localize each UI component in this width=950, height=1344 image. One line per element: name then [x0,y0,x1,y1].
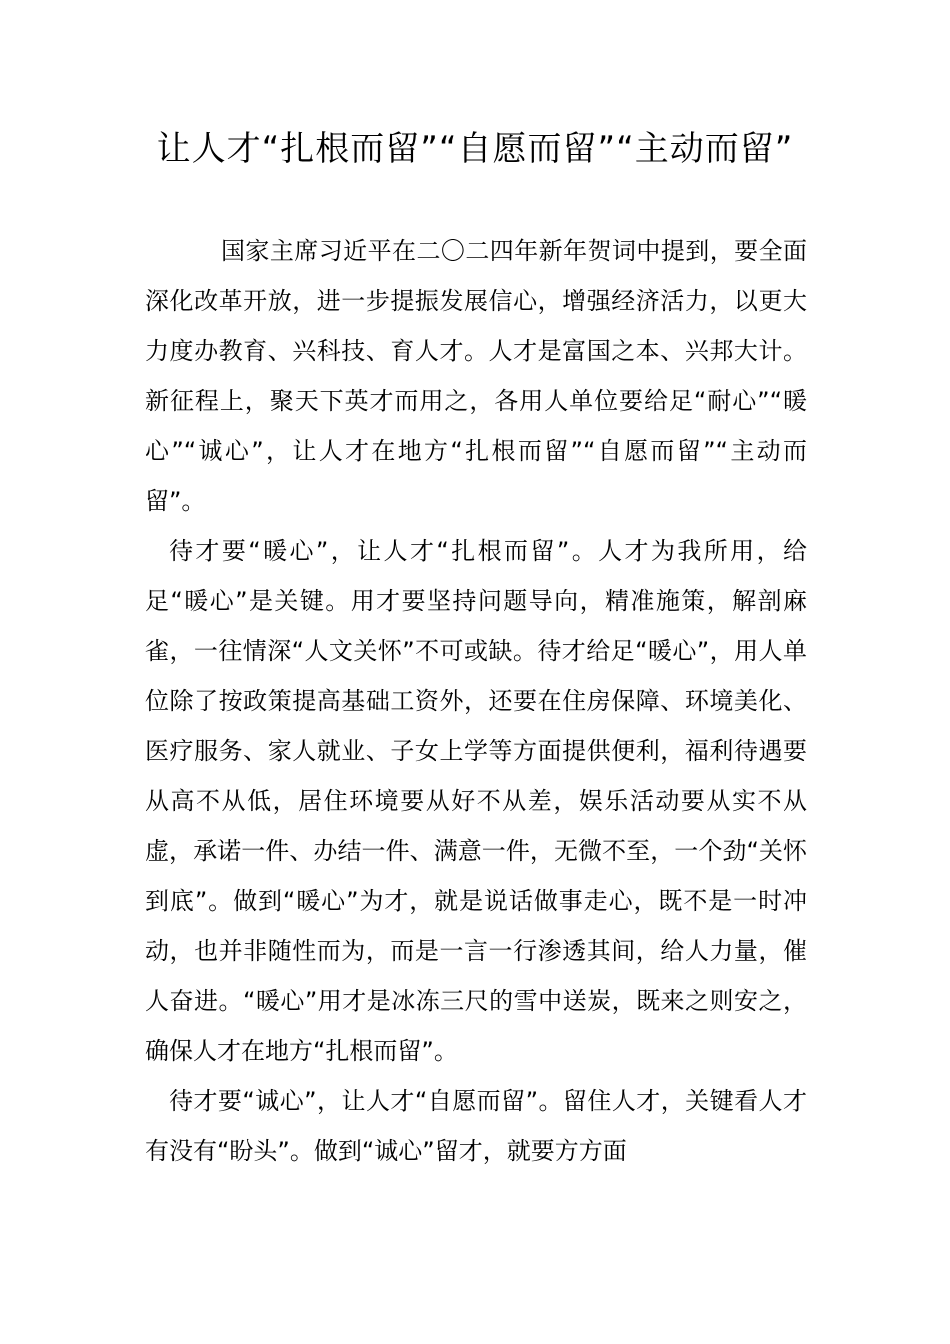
paragraph-intro: 国家主席习近平在二〇二四年新年贺词中提到，要全面深化改革开放，进一步提振发展信心，增强经济活力，以更大力度办教育、兴科技、育人才。人才是富国之本、兴邦大计。新征程上，聚天下英才而用之，各用人单位要给足“耐心”“暖心”“诚心”，让人才在地方“扎根而留”“自愿而留”“主动而留”。 [145,237,807,515]
document-title: 让人才“扎根而留”“自愿而留”“主动而留” [156,129,794,169]
paragraph-warm-heart: 待才要“暖心”，让人才“扎根而留”。人才为我所用，给足“暖心”是关键。用才要坚持问题导向，精准施策，解剖麻雀，一往情深“人文关怀”不可或缺。待才给足“暖心”，用人单位除了按政策提高基础工资外，还要在住房保障、环境美化、医疗服务、家人就业、子女上学等方面提供便利，福利待遇要从高不从低，居住环境要从好不从差，娱乐活动要从实不从虚，承诺一件、办结一件、满意一件，无微不至，一个劲“关怀到底”。做到“暖心”为才，就是说话做事走心，既不是一时冲动，也并非随性而为，而是一言一行渗透其间，给人力量，催人奋进。“暖心”用才是冰冻三尺的雪中送炭，既来之则安之，确保人才在地方“扎根而留”。 [145,537,807,1065]
paragraph-sincere-heart: 待才要“诚心”，让人才“自愿而留”。留住人才，关键看人才有没有“盼头”。做到“诚心”留才，就要方方面 [145,1087,807,1165]
document-body [145,226,807,1176]
